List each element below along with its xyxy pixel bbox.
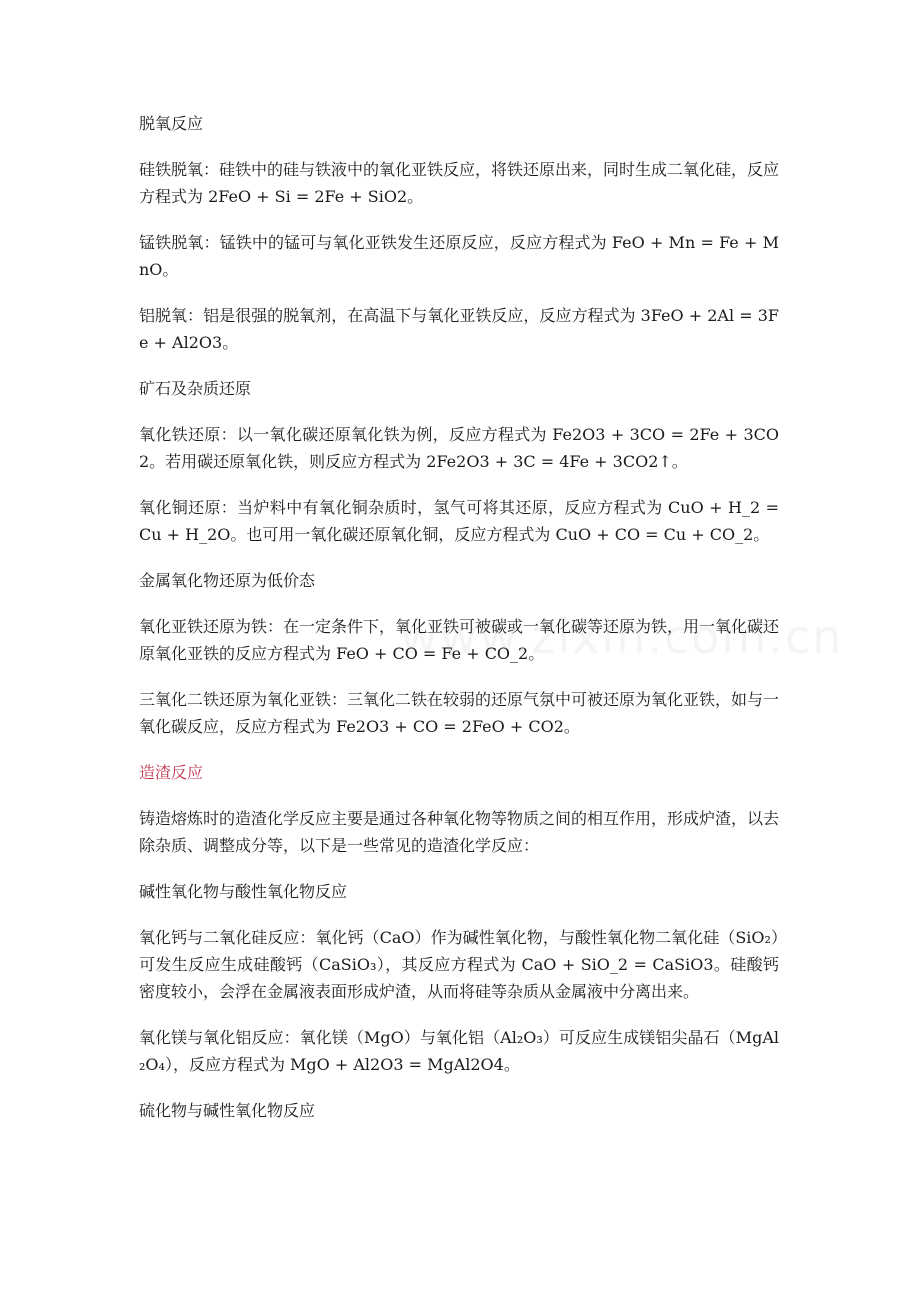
section-heading-deoxidation: 脱氧反应 xyxy=(139,114,204,133)
section-heading-basic-acidic: 碱性氧化物与酸性氧化物反应 xyxy=(139,882,348,901)
paragraph-ferrous-oxide: 氧化亚铁还原为铁：在一定条件下，氧化亚铁可被碳或一氧化碳等还原为铁，用一氧化碳还原氧化亚铁的反应方程式为 FeO + CO = Fe + CO_2。 xyxy=(139,617,780,663)
section-heading-metal-oxide: 金属氧化物还原为低价态 xyxy=(139,571,316,590)
paragraph-magnesium-oxide: 氧化镁与氧化铝反应：氧化镁（MgO）与氧化铝（Al₂O₃）可反应生成镁铝尖晶石（MgAl₂O₄），反应方程式为 MgO + Al2O3 = MgAl2O4。 xyxy=(139,1028,779,1074)
section-heading-sulfide: 硫化物与碱性氧化物反应 xyxy=(139,1101,316,1120)
paragraph-slagging-intro: 铸造熔炼时的造渣化学反应主要是通过各种氧化物等物质之间的相互作用，形成炉渣，以去除杂质、调整成分等，以下是一些常见的造渣化学反应： xyxy=(139,809,780,855)
paragraph-iron-oxide: 氧化铁还原：以一氧化碳还原氧化铁为例，反应方程式为 Fe2O3 + 3CO = 2Fe + 3CO2。若用碳还原氧化铁，则反应方程式为 2Fe2O3 + 3C = 4Fe + 3CO2↑。 xyxy=(139,425,779,471)
paragraph-calcium-oxide: 氧化钙与二氧化硅反应：氧化钙（CaO）作为碱性氧化物，与酸性氧化物二氧化硅（SiO₂）可发生反应生成硅酸钙（CaSiO₃），其反应方程式为 CaO + SiO_2 = CaSiO3。硅酸钙密度较小，会浮在金属液表面形成炉渣，从而将硅等杂质从金属液中分离出来。 xyxy=(139,928,779,1001)
section-heading-slagging: 造渣反应 xyxy=(139,763,204,782)
paragraph-copper-oxide: 氧化铜还原：当炉料中有氧化铜杂质时，氢气可将其还原，反应方程式为 CuO + H_2 = Cu + H_2O。也可用一氧化碳还原氧化铜，反应方程式为 CuO + CO = Cu + CO_2。 xyxy=(139,498,779,544)
paragraph-ferrosilicon: 硅铁脱氧：硅铁中的硅与铁液中的氧化亚铁反应，将铁还原出来，同时生成二氧化硅，反应方程式为 2FeO + Si = 2Fe + SiO2。 xyxy=(139,160,780,206)
section-heading-ore-reduction: 矿石及杂质还原 xyxy=(139,379,252,398)
document-body xyxy=(139,110,779,1143)
paragraph-aluminum: 铝脱氧：铝是很强的脱氧剂，在高温下与氧化亚铁反应，反应方程式为 3FeO + 2Al = 3Fe + Al2O3。 xyxy=(139,306,779,352)
paragraph-ferric-oxide: 三氧化二铁还原为氧化亚铁：三氧化二铁在较弱的还原气氛中可被还原为氧化亚铁，如与一氧化碳反应，反应方程式为 Fe2O3 + CO = 2FeO + CO2。 xyxy=(139,690,780,736)
paragraph-ferromanganese: 锰铁脱氧：锰铁中的锰可与氧化亚铁发生还原反应，反应方程式为 FeO + Mn = Fe + MnO。 xyxy=(139,233,779,279)
